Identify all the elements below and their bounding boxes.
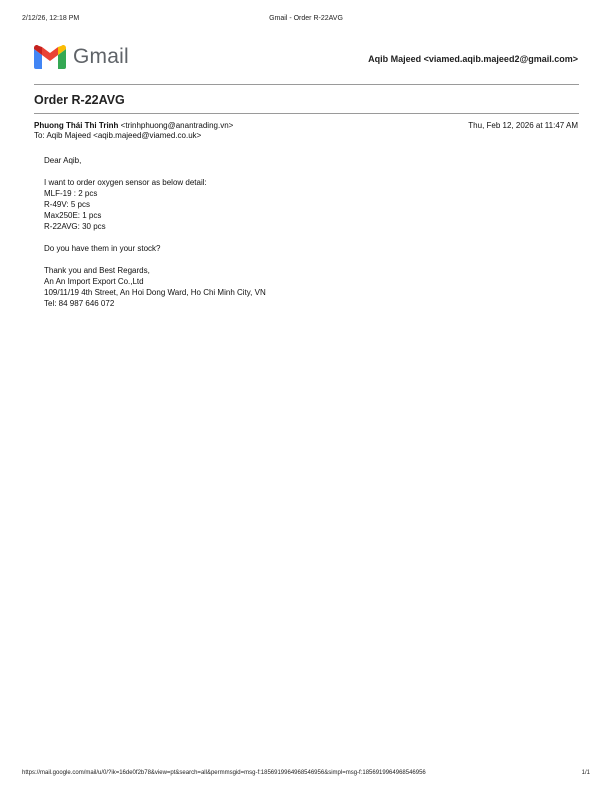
order-item: R-22AVG: 30 pcs [44, 222, 106, 231]
header-divider [34, 84, 579, 85]
email-body [44, 155, 266, 309]
gmail-logo [34, 44, 129, 70]
email-recipient: To: Aqib Majeed <aqib.majeed@viamed.co.uk> [34, 131, 202, 140]
signature-address: 109/11/19 4th Street, An Hoi Dong Ward, Ho Chi Minh City, VN [44, 288, 266, 297]
print-page-number: 1/1 [581, 770, 590, 776]
order-item: R-49V: 5 pcs [44, 200, 90, 209]
signature-phone: Tel: 84 987 646 072 [44, 299, 115, 308]
greeting: Dear Aqib, [44, 156, 82, 165]
email-date: Thu, Feb 12, 2026 at 11:47 AM [468, 121, 578, 130]
account-email: Aqib Majeed <viamed.aqib.majeed2@gmail.com> [368, 54, 578, 64]
question-line: Do you have them in your stock? [44, 244, 161, 253]
gmail-logo-text: Gmail [73, 45, 129, 68]
email-subject: Order R-22AVG [34, 93, 125, 107]
order-item: MLF-19 : 2 pcs [44, 189, 98, 198]
gmail-logo-icon [34, 45, 66, 69]
print-footer-url: https://mail.google.com/mail/u/0/?ik=16de0f2b78&view=pt&search=all&permmsgid=msg-f:1856919964968546956&simpl=msg-f:1856919964968546956 [22, 770, 426, 776]
sender-address: <trinhphuong@anantrading.vn> [120, 121, 234, 130]
order-item: Max250E: 1 pcs [44, 211, 102, 220]
email-sender [34, 121, 233, 130]
sender-name: Phuong Thái Thi Trinh [34, 121, 119, 130]
print-datetime: 2/12/26, 12:18 PM [22, 15, 80, 22]
subject-divider [34, 113, 579, 114]
signature-line: Thank you and Best Regards, [44, 266, 150, 275]
intro-line: I want to order oxygen sensor as below detail: [44, 178, 207, 187]
signature-company: An An Import Export Co.,Ltd [44, 277, 144, 286]
print-document-title: Gmail - Order R-22AVG [269, 15, 343, 22]
